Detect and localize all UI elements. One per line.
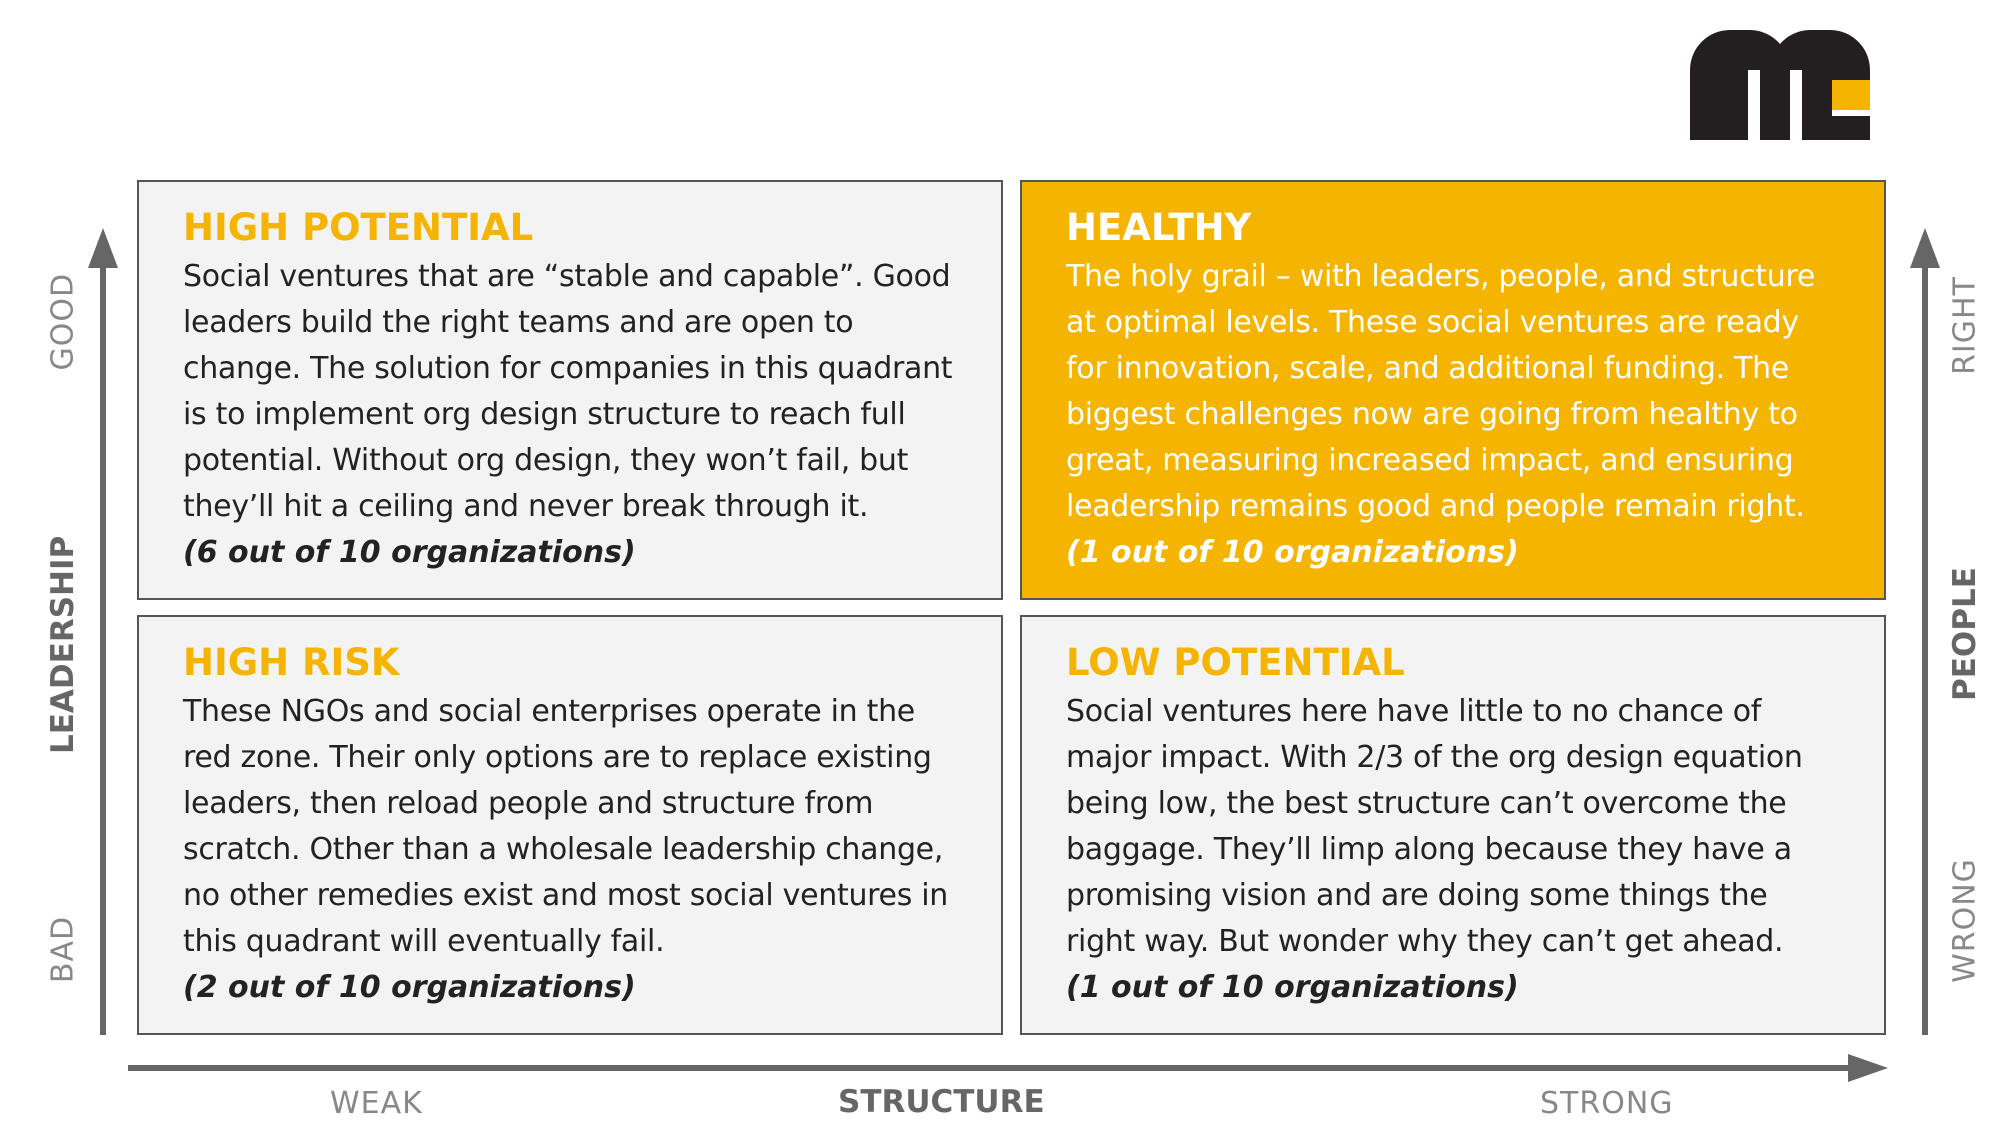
quadrant-title: HIGH RISK [183,641,400,684]
people-axis-title: PEOPLE [1947,567,1983,701]
leadership-high-label: GOOD [45,272,81,371]
quadrant-title: HIGH POTENTIAL [183,206,534,249]
structure-axis-title: STRUCTURE [838,1084,1045,1120]
quadrant-description: The holy grail – with leaders, people, and structure at optimal levels. These social ventures are ready for innovation, scale, and additional funding. The biggest challenges now are going from healthy to great, measuring increased impact, and ensuring leadership remains good and people remain right. [1066,259,1816,524]
quadrant-count: (1 out of 10 organizations) [1066,535,1519,570]
quadrant-description: These NGOs and social enterprises operate in the red zone. Their only options are to replace existing leaders, then reload people and structure from scratch. Other than a wholesale leadership change, no other remedies exist and most social ventures in this quadrant will eventually fail. [183,694,949,959]
structure-low-label: WEAK [330,1086,423,1121]
quadrant-count: (2 out of 10 organizations) [183,970,636,1005]
structure-high-label: STRONG [1540,1086,1674,1121]
quadrant-count: (6 out of 10 organizations) [183,535,636,570]
people-low-label: WRONG [1947,858,1983,983]
leadership-low-label: BAD [45,915,81,984]
people-axis-arrow [1910,228,1940,1035]
quadrant-description: Social ventures that are “stable and capable”. Good leaders build the right teams and are open to change. The solution for companies in this quadrant is to implement org design structure to reach full potential. Without org design, they won’t fail, but they’ll hit a ceiling and never break through it. [183,259,953,524]
quadrant-title: LOW POTENTIAL [1066,641,1405,684]
structure-axis-arrow [128,1054,1888,1082]
leadership-axis-arrow [88,228,118,1035]
people-high-label: RIGHT [1947,276,1983,375]
leadership-axis-title: LEADERSHIP [45,535,81,754]
quadrant-count: (1 out of 10 organizations) [1066,970,1519,1005]
quadrant-description: Social ventures here have little to no chance of major impact. With 2/3 of the org design equation being low, the best structure can’t overcome the baggage. They’ll limp along because they have a promising vision and are doing some things the right way. But wonder why they can’t get ahead. [1066,694,1803,959]
quadrant-title: HEALTHY [1066,206,1252,249]
